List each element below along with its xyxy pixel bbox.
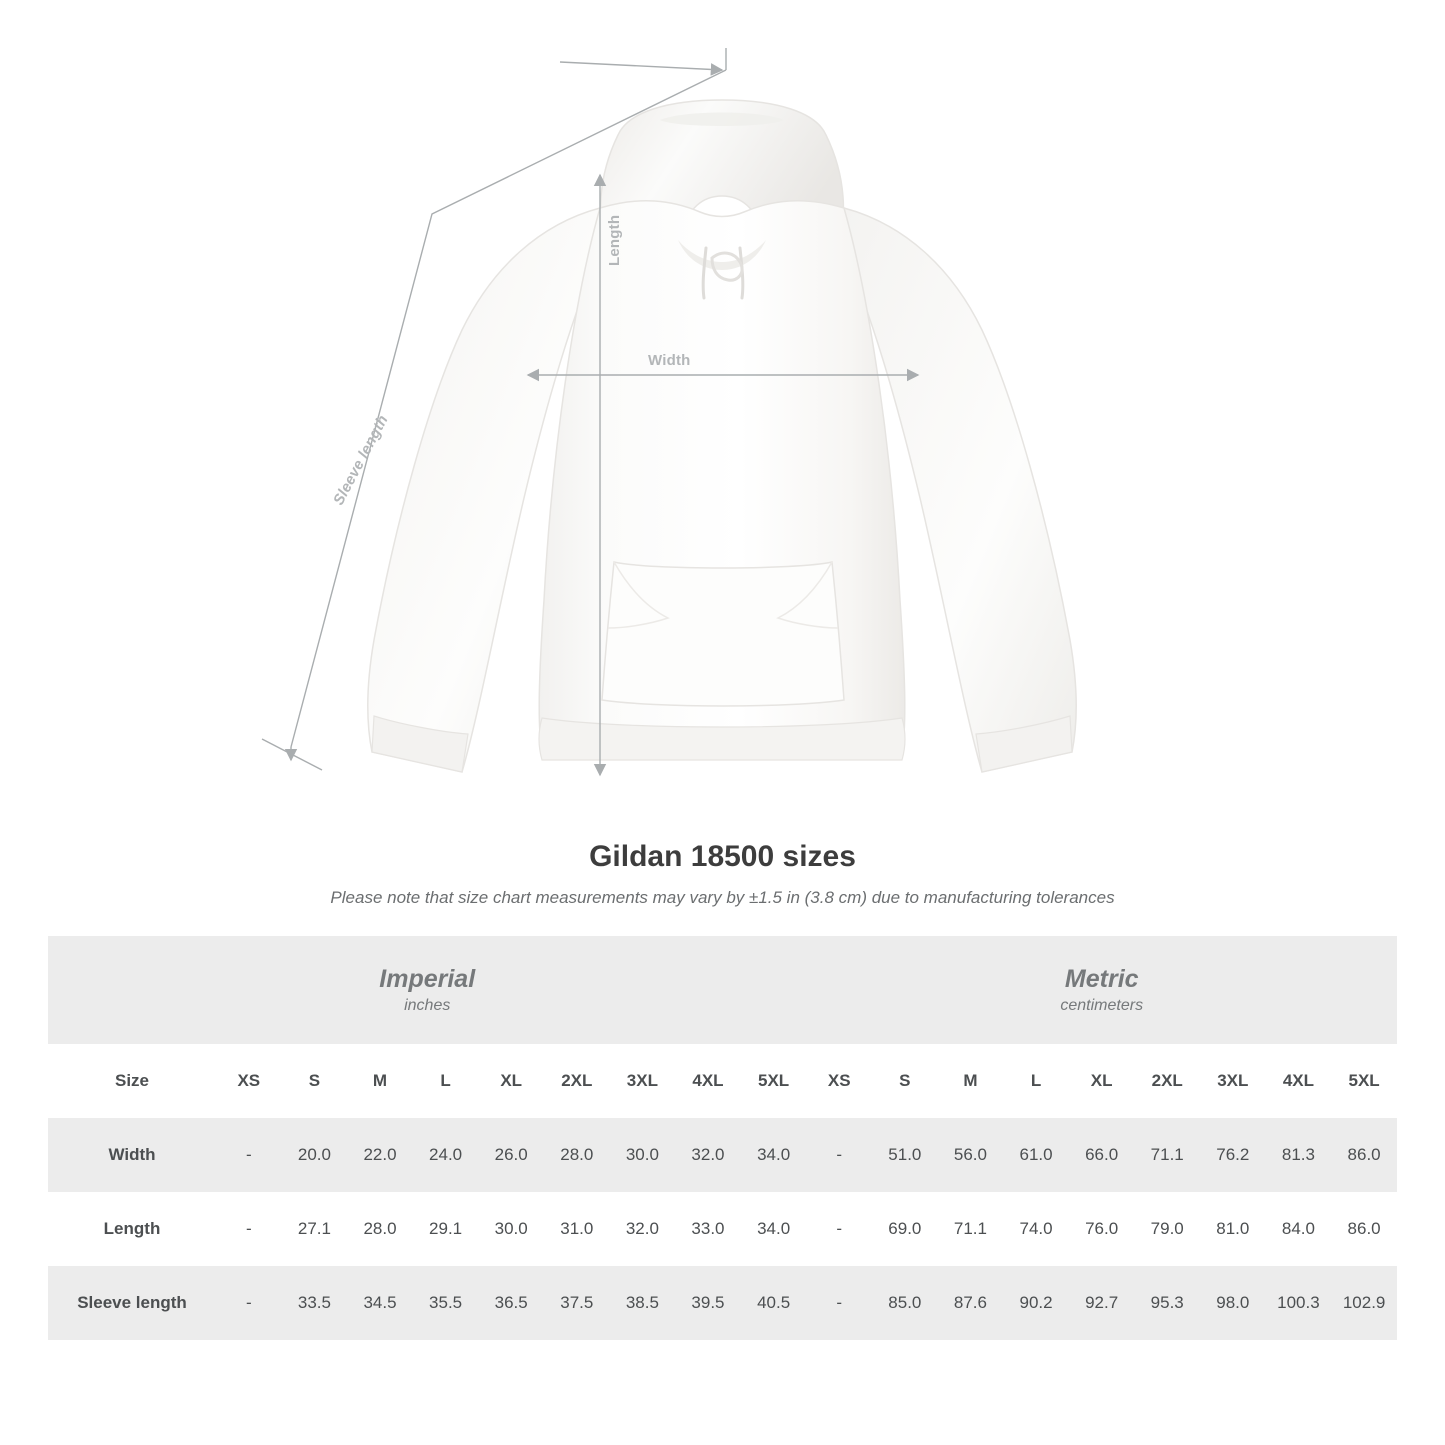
cell-length-imp-m: 28.0: [347, 1192, 413, 1266]
cell-length-imp-3xl: 32.0: [610, 1192, 676, 1266]
cell-length-met-xs: -: [806, 1192, 872, 1266]
cell-width-imp-5xl: 34.0: [741, 1118, 807, 1192]
unit-imperial-cell: [48, 936, 806, 1044]
size-header-imp-m: M: [347, 1044, 413, 1118]
cell-sleeve-imp-l: 35.5: [413, 1266, 479, 1340]
hoodie-shape: [368, 100, 1077, 772]
unit-metric-name: Metric: [1064, 964, 1139, 993]
cell-sleeve-imp-xl: 36.5: [478, 1266, 544, 1340]
size-header-imp-5xl: 5XL: [741, 1044, 807, 1118]
size-table: [48, 936, 1397, 1340]
size-header-met-4xl: 4XL: [1266, 1044, 1332, 1118]
cell-length-met-m: 71.1: [938, 1192, 1004, 1266]
cell-sleeve-met-3xl: 98.0: [1200, 1266, 1266, 1340]
cell-length-met-l: 74.0: [1003, 1192, 1069, 1266]
size-header-row: [48, 1044, 1397, 1118]
row-label-length: Length: [48, 1192, 216, 1266]
unit-imperial-name: Imperial: [379, 964, 476, 993]
cell-width-imp-xs: -: [216, 1118, 282, 1192]
cell-sleeve-met-l: 90.2: [1003, 1266, 1069, 1340]
label-sleeve-length: Sleeve length: [330, 412, 392, 508]
cell-sleeve-met-m: 87.6: [938, 1266, 1004, 1340]
size-header-imp-s: S: [282, 1044, 348, 1118]
cell-width-met-m: 56.0: [938, 1118, 1004, 1192]
size-table-wrap: [48, 936, 1397, 1340]
size-header-imp-3xl: 3XL: [610, 1044, 676, 1118]
cell-sleeve-met-5xl: 102.9: [1331, 1266, 1397, 1340]
size-header-met-xs: XS: [806, 1044, 872, 1118]
cell-length-imp-4xl: 33.0: [675, 1192, 741, 1266]
cell-length-met-4xl: 84.0: [1266, 1192, 1332, 1266]
unit-metric-cell: [806, 936, 1397, 1044]
cell-width-met-4xl: 81.3: [1266, 1118, 1332, 1192]
size-header-label: Size: [48, 1044, 216, 1118]
tolerance-note: Please note that size chart measurements may vary by ±1.5 in (3.8 cm) due to manufacturing tolerances: [330, 888, 1115, 907]
page-title: Gildan 18500 sizes: [589, 840, 856, 873]
cell-width-met-xs: -: [806, 1118, 872, 1192]
cell-sleeve-imp-5xl: 40.5: [741, 1266, 807, 1340]
cell-length-imp-l: 29.1: [413, 1192, 479, 1266]
cell-width-met-xl: 66.0: [1069, 1118, 1135, 1192]
cell-sleeve-met-2xl: 95.3: [1134, 1266, 1200, 1340]
cell-width-imp-xl: 26.0: [478, 1118, 544, 1192]
cell-length-imp-5xl: 34.0: [741, 1192, 807, 1266]
size-header-imp-2xl: 2XL: [544, 1044, 610, 1118]
cell-sleeve-imp-2xl: 37.5: [544, 1266, 610, 1340]
cell-width-imp-s: 20.0: [282, 1118, 348, 1192]
cell-sleeve-imp-4xl: 39.5: [675, 1266, 741, 1340]
cell-length-met-2xl: 79.0: [1134, 1192, 1200, 1266]
size-header-imp-xl: XL: [478, 1044, 544, 1118]
cell-length-met-xl: 76.0: [1069, 1192, 1135, 1266]
size-header-imp-l: L: [413, 1044, 479, 1118]
cell-length-imp-xl: 30.0: [478, 1192, 544, 1266]
cell-sleeve-met-xl: 92.7: [1069, 1266, 1135, 1340]
unit-metric-sub: centimeters: [1060, 997, 1144, 1015]
table-row: [48, 1266, 1397, 1340]
size-header-met-5xl: 5XL: [1331, 1044, 1397, 1118]
cell-width-met-5xl: 86.0: [1331, 1118, 1397, 1192]
size-header-met-s: S: [872, 1044, 938, 1118]
size-header-met-l: L: [1003, 1044, 1069, 1118]
cell-width-imp-4xl: 32.0: [675, 1118, 741, 1192]
title-block: [0, 840, 1445, 908]
cell-sleeve-imp-xs: -: [216, 1266, 282, 1340]
cell-length-met-5xl: 86.0: [1331, 1192, 1397, 1266]
table-row: [48, 1118, 1397, 1192]
cell-sleeve-met-4xl: 100.3: [1266, 1266, 1332, 1340]
unit-header-row: [48, 936, 1397, 1044]
label-length: Length: [606, 214, 623, 266]
cell-length-imp-s: 27.1: [282, 1192, 348, 1266]
size-header-imp-xs: XS: [216, 1044, 282, 1118]
row-label-sleeve-length: Sleeve length: [48, 1266, 216, 1340]
cell-sleeve-imp-s: 33.5: [282, 1266, 348, 1340]
size-header-met-2xl: 2XL: [1134, 1044, 1200, 1118]
cell-sleeve-imp-3xl: 38.5: [610, 1266, 676, 1340]
cell-sleeve-met-s: 85.0: [872, 1266, 938, 1340]
cell-width-imp-3xl: 30.0: [610, 1118, 676, 1192]
size-header-met-xl: XL: [1069, 1044, 1135, 1118]
cell-width-imp-m: 22.0: [347, 1118, 413, 1192]
cell-width-met-s: 51.0: [872, 1118, 938, 1192]
cell-width-met-3xl: 76.2: [1200, 1118, 1266, 1192]
size-header-met-3xl: 3XL: [1200, 1044, 1266, 1118]
cell-width-met-l: 61.0: [1003, 1118, 1069, 1192]
size-header-met-m: M: [938, 1044, 1004, 1118]
table-row: [48, 1192, 1397, 1266]
cell-length-imp-xs: -: [216, 1192, 282, 1266]
cell-sleeve-met-xs: -: [806, 1266, 872, 1340]
cell-sleeve-imp-m: 34.5: [347, 1266, 413, 1340]
row-label-width: Width: [48, 1118, 216, 1192]
cell-length-met-s: 69.0: [872, 1192, 938, 1266]
unit-imperial-sub: inches: [404, 997, 451, 1015]
size-header-imp-4xl: 4XL: [675, 1044, 741, 1118]
label-width: Width: [648, 352, 691, 369]
cell-width-met-2xl: 71.1: [1134, 1118, 1200, 1192]
cell-length-imp-2xl: 31.0: [544, 1192, 610, 1266]
cell-width-imp-l: 24.0: [413, 1118, 479, 1192]
cell-width-imp-2xl: 28.0: [544, 1118, 610, 1192]
cell-length-met-3xl: 81.0: [1200, 1192, 1266, 1266]
